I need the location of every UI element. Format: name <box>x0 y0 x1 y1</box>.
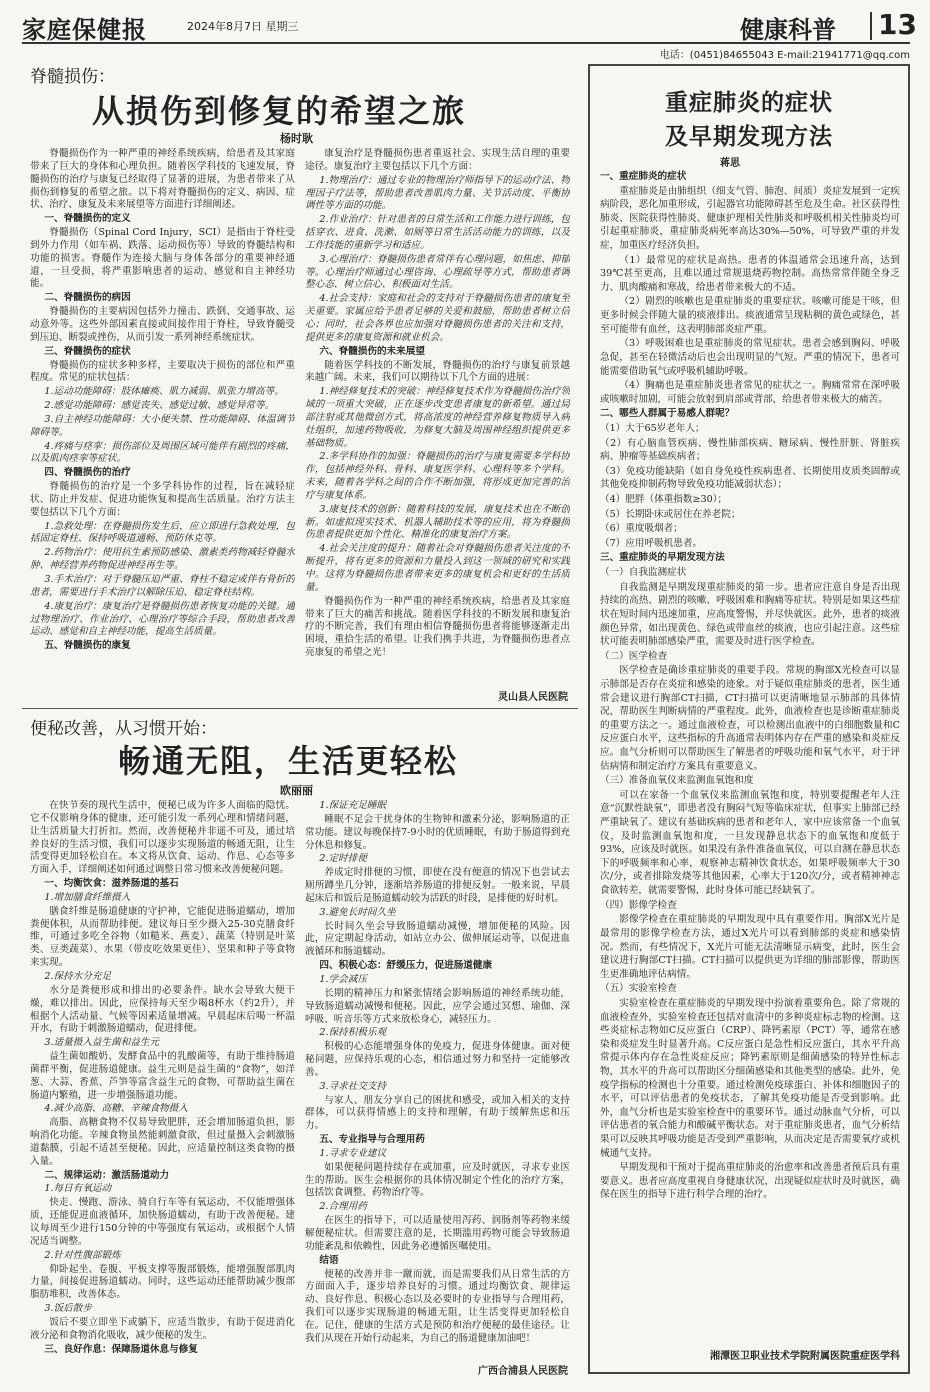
paragraph: 水分是粪便形成和排出的必要条件。缺水会导致大便干燥，难以排出。因此，应保持每天至少喝8杯水（约2升），并根据个人活动量、气候等因素适量增减。早晨起床后喝一杯温开水，有助于刺激肠道蠕动，促进排便。 <box>30 984 295 1035</box>
subheading: 2.保持积极乐观 <box>319 1027 387 1039</box>
subheading: （四）影像学检查 <box>600 899 677 911</box>
article-columns <box>30 800 570 1360</box>
paragraph: 便秘的改善并非一蹴而就，而是需要我们从日常生活的方方面面入手，逐步培养良好的习惯。通过均衡饮食、规律运动、良好作息、积极心态以及必要时的专业指导与合理用药，我们可以逐步实现肠道的畅通无阻，让生活变得更加轻松自在。记住，健康的生活方式是预防和治疗便秘的最佳途径。让我们从现在开始行动起来，为自己的肠道健康加油吧！ <box>305 1268 570 1344</box>
section-heading: 二、规律运动：激活肠道动力 <box>44 1169 170 1181</box>
article-column <box>30 800 295 1360</box>
subheading: 1.增加膳食纤维摄入 <box>44 891 131 903</box>
subheading: 2.作业治疗：针对患者的日常生活和工作能力进行训练，包括穿衣、进食、洗漱、如厕等日常生活活动能力的训练，以及工作技能的重新学习和适应。 <box>305 214 570 251</box>
subheading: （1）大于65岁老年人； <box>600 422 705 434</box>
section-heading: 四、积极心态：舒缓压力，促进肠道健康 <box>319 960 493 972</box>
subheading: 2.定时排便 <box>319 853 367 865</box>
subheading: 3.饭后散步 <box>44 1303 92 1315</box>
subheading: 3.避免长时间久坐 <box>319 906 396 918</box>
subheading: （6）重度吸烟者； <box>600 523 683 535</box>
paragraph: 长时间久坐会导致肠道蠕动减慢，增加便秘的风险。因此，应定期起身活动，如站立办公、做伸展运动等，以促进血液循环和肠道蠕动。 <box>305 920 570 958</box>
contact-line: 电话：(0451)84655043 E-mail:21941771@qq.com <box>659 50 910 61</box>
article-column <box>305 148 570 686</box>
article-column <box>30 148 295 686</box>
paragraph: 影像学检查在重症肺炎的早期发现中具有重要作用。胸部X光片是最常用的影像学检查方法，通过X光片可以看到肺部的炎症和感染情况。然而，有些情况下，X光片可能无法清晰显示病变，此时，医生会建议进行胸部CT扫描。CT扫描可以提供更为详细的肺部影像，帮助医生更准确地评估病情。 <box>600 914 900 980</box>
article-author: 欧丽丽 <box>280 784 313 797</box>
paragraph: 养成定时排便的习惯，即使在没有便意的情况下也尝试去厕所蹲坐几分钟，逐渐培养肠道的排便反射。一般来说，早晨起床后和饭后是肠道蠕动较为活跃的时段，是排便的好时机。 <box>305 867 570 904</box>
section-heading: 六、脊髓损伤的未来展望 <box>319 345 425 357</box>
paragraph: 脊髓损伤的治疗是一个多学科协作的过程，旨在减轻症状、防止并发症、促进功能恢复和提高生活质量。治疗方法主要包括以下几个方面： <box>30 481 295 518</box>
paragraph: 睡眠不足会干扰身体的生物钟和激素分泌，影响肠道的正常功能。建议每晚保持7-9小时的优质睡眠，有助于肠道得到充分休息和修复。 <box>305 813 570 851</box>
subheading: 1.急救处理：在脊髓损伤发生后，应立即进行急救处理，包括固定脊柱、保持呼吸道通畅、预防休克等。 <box>30 520 295 545</box>
article-pneumonia-box <box>588 64 910 1374</box>
section-heading: 二、脊髓损伤的病因 <box>44 292 131 304</box>
section-heading: 五、专业指导与合理用药 <box>319 1134 425 1146</box>
section-heading: 一、重症肺炎的症状 <box>600 171 687 182</box>
subheading: 1.保证充足睡眠 <box>319 800 387 811</box>
subheading: 3.康复技术的创新：随着科技的发展，康复技术也在不断创新。如虚拟现实技术、机器人辅助技术等的应用，将为脊髓损伤患者提供更加个性化、精准化的康复治疗方案。 <box>305 503 570 541</box>
subheading: 4.社会关注度的提升：随着社会对脊髓损伤患者关注度的不断提升，将有更多的资源和力量投入到这一领域的研究和实践中。这将为脊髓损伤患者带来更多的康复机会和更好的生活质量。 <box>305 543 570 593</box>
article-columns <box>30 148 570 686</box>
article-source: 灵山县人民医院 <box>498 692 568 703</box>
article-title: 从损伤到修复的希望之旅 <box>92 92 467 130</box>
page-header <box>22 8 917 44</box>
paragraph: 与家人、朋友分享自己的困扰和感受，或加入相关的支持群体，可以获得情感上的支持和理解，有助于缓解焦虑和压力。 <box>305 1094 570 1132</box>
article-body <box>600 170 900 1340</box>
paragraph: 积极的心态能增强身体的免疫力，促进身体健康。面对便秘问题，应保持乐观的心态，相信通过努力和坚持一定能够改善。 <box>305 1041 570 1078</box>
paragraph: 随着医学科技的不断发展，脊髓损伤的治疗与康复前景越来越广阔。未来，我们可以期待以下几个方面的进展： <box>305 359 570 384</box>
subheading: 4.疼痛与痉挛：损伤部位及周围区域可能伴有剧烈的疼痛，以及肌肉痉挛等症状。 <box>30 440 295 465</box>
subheading: （2）有心脑血管疾病、慢性肺部疾病、糖尿病、慢性肝脏、肾脏疾病、肿瘤等基础疾病者； <box>600 437 900 463</box>
paragraph: 益生菌如酸奶、发酵食品中的乳酸菌等，有助于维持肠道菌群平衡，促进肠道健康。益生元则是益生菌的“食物”，如洋葱、大蒜、香蕉、芦笋等富含益生元的食物，可帮助益生菌在肠道内繁殖，进一步增强肠道功能。 <box>30 1051 295 1101</box>
paragraph: 康复治疗是脊髓损伤患者重返社会、实现生活自理的重要途径。康复治疗主要包括以下几个方面： <box>305 148 570 172</box>
subheading: （三）准备血氧仪来监测血氧饱和度 <box>600 775 754 787</box>
paragraph: 膳食纤维是肠道健康的守护神，它能促进肠道蠕动，增加粪便体积，从而帮助排便。建议每日至少摄入25-30克膳食纤维，可通过多吃全谷物（如糙米、燕麦）、蔬菜（特别是叶菜类、豆类蔬菜）、水果（带皮吃效果更佳）、坚果和种子等食物来实现。 <box>30 905 295 969</box>
article-spinal-injury <box>22 60 578 710</box>
paragraph: 脊髓损伤作为一种严重的神经系统疾病，给患者及其家庭带来了巨大的痛苦和挑战。随着医学科技的不断发展和康复治疗的不断完善，我们有理由相信脊髓损伤患者将能够逐渐走出困境，重拾生活的希望。让我们携手共进，为脊髓损伤患者点亮康复的希望之光！ <box>305 595 570 659</box>
section-heading: 三、脊髓损伤的症状 <box>44 345 131 357</box>
article-title-line2: 及早期发现方法 <box>665 123 833 150</box>
section-heading: 一、脊髓损伤的定义 <box>44 213 131 225</box>
subheading: 4.社会支持：家庭和社会的支持对于脊髓损伤患者的康复至关重要。家属应给予患者足够的关爱和鼓励，帮助患者树立信心；同时，社会各界也应加强对脊髓损伤患者的关注和支持，提供更多的康复资源和就业机会。 <box>305 293 570 343</box>
subheading: 4.康复治疗：康复治疗是脊髓损伤患者恢复功能的关键。通过物理治疗、作业治疗、心理治疗等综合手段，帮助患者改善运动、感觉和自主神经功能，提高生活质量。 <box>30 600 295 638</box>
paragraph: 早期发现和干预对于提高重症肺炎的治愈率和改善患者预后具有重要意义。患者应高度重视自身健康状况，出现疑似症状时及时就医，确保在医生的指导下进行科学合理的治疗。 <box>600 1162 900 1201</box>
article-title: 畅通无阻，生活更轻松 <box>118 742 459 780</box>
paragraph: 可以在家备一个血氧仪来监测血氧饱和度，特别要提醒老年人注意“沉默性缺氧”，即患者没有胸闷气短等临床症状，但事实上肺部已经严重缺氧了。建议有基础疾病的患者和老年人，家中应该常备一个血氧仪，及时监测血氧饱和度，一旦发现静息状态下的血氧饱和度低于93%，应该及时就医。如果没有条件准备血氧仪，可以自测在静息状态下的呼吸频率和心率，观察神志精神饮食状态，如果呼吸频率大于30次/分，或者排除发烧等其他因素，心率大于120次/分，或者精神神志食欲转差，就需要警惕，此时身体可能已经缺氧了。 <box>600 789 900 897</box>
paragraph: 在快节奏的现代生活中，便秘已成为许多人面临的隐忧。它不仅影响身体的健康，还可能引发一系列心理和情绪问题，让生活质量大打折扣。然而，改善便秘并非遥不可及，通过培养良好的生活习惯，我们可以逐步实现肠道的畅通无阻，让生活变得更加轻松自在。本文将从饮食、运动、作息、心态等多方面入手，详细阐述如何通过调整日常习惯来改善便秘问题。 <box>30 800 295 876</box>
subheading: （二）医学检查 <box>600 650 668 662</box>
subheading: 4.减少高脂、高糖、辛辣食物摄入 <box>44 1103 188 1115</box>
section-heading: 二、哪些人群属于易感人群呢？ <box>600 408 735 420</box>
paragraph: （3）呼吸困难也是重症肺炎的常见症状。患者会感到胸闷、呼吸急促，甚至在轻微活动后也会出现明显的气短。严重的情况下，患者可能需要借助氧气或呼吸机辅助呼吸。 <box>600 338 900 377</box>
subheading: 3.寻求社交支持 <box>319 1080 387 1092</box>
subheading: 1.学会减压 <box>319 973 367 985</box>
paragraph: （1）最常见的症状是高热。患者的体温通常会迅速升高，达到39℃甚至更高，且难以通过常规退烧药物控制。高热常常伴随全身乏力、肌肉酸痛和寒战，给患者带来极大的不适。 <box>600 254 900 293</box>
subheading: 1.物理治疗：通过专业的物理治疗师指导下的运动疗法、物理因子疗法等，帮助患者改善肌肉力量、关节活动度、平衡协调性等方面的功能。 <box>305 174 570 212</box>
subheading: 1.每日有氧运动 <box>44 1183 112 1195</box>
paragraph: 自我监测是早期发现重症肺炎的第一步。患者应注意自身是否出现持续的高热、剧烈的咳嗽、呼吸困难和胸痛等症状。特别是如果这些症状在短时间内迅速加重，应高度警惕，并尽快就医。此外，患者的痰液颜色异常，如出现黄色、绿色或带血丝的痰液，也应引起注意。这些症状可能表明肺部感染严重，需要及时进行医学检查。 <box>600 581 900 648</box>
subheading: （3）免疫功能缺陷（如自身免疫性疾病患者、长期使用皮质类固醇或其他免疫抑制药物导致免疫功能减弱状态）； <box>600 465 900 491</box>
article-divider <box>22 708 578 709</box>
subheading: 1.寻求专业建议 <box>319 1147 387 1159</box>
paragraph: 医学检查是确诊重症肺炎的重要手段。常规的胸部X光检查可以显示肺部是否存在炎症和感染的迹象。对于疑似重症肺炎的患者，医生通常会建议进行胸部CT扫描，CT扫描可以更清晰地显示肺部的具体情况，帮助医生判断病情的严重程度。此外，血液检查也是诊断重症肺炎的重要方法之一。通过血液检查，可以检测出血液中的白细胞数量和C反应蛋白水平，这些指标的升高通常表明体内存在严重的感染和炎症反应。血气分析则可以帮助医生了解患者的呼吸功能和氧气水平，对于评估病情和制定治疗方案具有重要意义。 <box>600 665 900 772</box>
section-heading: 一、均衡饮食：滋养肠道的基石 <box>44 878 179 890</box>
article-author: 蒋思 <box>720 158 740 169</box>
subheading: 2.药物治疗：使用抗生素预防感染、激素类药物减轻脊髓水肿、神经营养药物促进神经再生等。 <box>30 547 295 572</box>
subheading: 3.手术治疗：对于脊髓压迫严重、脊柱不稳定或伴有骨折的患者，需要进行手术治疗以解除压迫、稳定脊柱结构。 <box>30 574 295 598</box>
article-kicker: 脊髓损伤： <box>30 67 115 87</box>
subheading: （5）长期卧床或居住在养老院； <box>600 508 741 520</box>
subheading: 2.合理用药 <box>319 1201 367 1213</box>
masthead: 家庭保健报 <box>22 15 147 44</box>
subheading: 1.神经修复技术的突破：神经修复技术作为脊髓损伤治疗领域的一项重大突破，正在逐步改变患者康复的新希望。通过局部注射或其他微创方式，将高浓度的神经营养修复物质导入病灶组织，加速药物吸收，为修复大脑及周围神经组织提供更多基础物质。 <box>305 386 570 449</box>
paragraph: 脊髓损伤的症状多种多样，主要取决于损伤的部位和严重程度。常见的症状包括： <box>30 359 295 384</box>
subheading: 3.心理治疗：脊髓损伤患者常伴有心理问题，如焦虑、抑郁等。心理治疗师通过心理咨询、心理疏导等方式，帮助患者调整心态、树立信心、积极面对生活。 <box>305 253 570 291</box>
subheading: （7）应用呼吸机患者。 <box>600 537 703 549</box>
subheading: （五）实验室检查 <box>600 983 677 995</box>
paragraph: 重症肺炎是由肺组织（细支气管、肺泡、间质）炎症发展到一定疾病阶段，恶化加重形成，引起器官功能障碍甚至危及生命。社区获得性肺炎、医院获得性肺炎、健康护理相关性肺炎和呼吸机相关性肺炎均可引起重症肺炎，重症肺炎病死率高达30%—50%，可导致严重的并发症，加重医疗经济负担。 <box>600 185 900 252</box>
subheading: 1.运动功能障碍：肢体瘫痪、肌力减弱、肌张力增高等。 <box>44 386 284 398</box>
page-number: 13 <box>878 8 917 41</box>
article-source: 湘潭医卫职业技术学院附属医院重症医学科 <box>710 1351 900 1362</box>
section-heading: 四、脊髓损伤的治疗 <box>44 467 131 479</box>
section-heading: 结语 <box>319 1254 339 1266</box>
paragraph: 长期的精神压力和紧张情绪会影响肠道的神经系统功能，导致肠道蠕动减慢和便秘。因此，应学会通过冥想、瑜伽、深呼吸、听音乐等方式来放松身心，减轻压力。 <box>305 987 570 1025</box>
paragraph: 脊髓损伤的主要病因包括外力撞击、跌倒、交通事故、运动意外等。这些外部因素直接或间接作用于脊柱，导致脊髓受到压迫、断裂或挫伤，从而引发一系列神经系统症状。 <box>30 306 295 343</box>
paragraph: （2）剧烈的咳嗽也是重症肺炎的重要症状。咳嗽可能是干咳，但更多时候会伴随大量的痰液排出。痰液通常呈现粘稠的黄色或绿色，甚至可能带有血丝，这表明肺部炎症严重。 <box>600 296 900 335</box>
subheading: 3.适量摄入益生菌和益生元 <box>44 1037 160 1049</box>
article-column <box>305 800 570 1360</box>
paragraph: 快走、慢跑、游泳、骑自行车等有氧运动，不仅能增强体质，还能促进血液循环，加快肠道蠕动，有助于改善便秘。建议每周至少进行150分钟的中等强度有氧运动，或根据个人情况适当调整。 <box>30 1197 295 1247</box>
article-kicker: 便秘改善，从习惯开始： <box>30 719 217 739</box>
subheading: 2.感觉功能障碍：感觉丧失、感觉过敏、感觉异常等。 <box>44 400 275 412</box>
header-separator <box>870 12 872 40</box>
subheading: （4）肥胖（体重指数≥30）； <box>600 494 728 506</box>
issue-date: 2024年8月7日 星期三 <box>187 20 299 33</box>
article-title-line1: 重症肺炎的症状 <box>665 89 833 116</box>
paragraph: 脊髓损伤（Spinal Cord Injury，SCI）是指由于脊柱受到外力作用（如车祸、跌落、运动损伤等）导致的脊髓结构和功能的损害。脊髓作为连接大脑与身体各部分的重要神经通道，一旦受损，将严重影响患者的运动、感觉和自主神经功能。 <box>30 227 295 290</box>
paragraph: 脊髓损伤作为一种严重的神经系统疾病，给患者及其家庭带来了巨大的身体和心理负担。随着医学科技的飞速发展，脊髓损伤的治疗与康复已经取得了显著的进展，为患者带来了从损伤到修复的希望之旅。以下将对脊髓损伤的定义、病因、症状、治疗、康复及未来展望等方面进行详细阐述。 <box>30 148 295 211</box>
paragraph: 在医生的指导下，可以适量使用泻药、润肠剂等药物来缓解便秘症状。但需要注意的是，长期滥用药物可能会导致肠道功能紊乱和依赖性，因此务必遵循医嘱使用。 <box>305 1215 570 1252</box>
section-heading: 三、重症肺炎的早期发现方法 <box>600 552 725 564</box>
paragraph: （4）胸痛也是重症肺炎患者常见的症状之一。胸痛常常在深呼吸或咳嗽时加剧，可能会放射到肩部或背部，给患者带来极大的痛苦。 <box>600 380 900 405</box>
subheading: 2.多学科协作的加强：脊髓损伤的治疗与康复需要多学科协作，包括神经外科、骨科、康复医学科、心理科等多个学科。未来，随着各学科之间的合作不断加强，将形成更加完善的治疗与康复体系。 <box>305 451 570 501</box>
paragraph: 如果便秘问题持续存在或加重，应及时就医，寻求专业医生的帮助。医生会根据你的具体情况制定个性化的治疗方案，包括饮食调整、药物治疗等。 <box>305 1161 570 1199</box>
paragraph: 实验室检查在重症肺炎的早期发现中扮演着重要角色。除了常规的血液检查外，实验室检查还包括对血清中的多种炎症标志物的检测。这些炎症标志物如C反应蛋白（CRP）、降钙素原（PCT）等，通常在感染和炎症发生时显著升高。C反应蛋白是急性相反应蛋白，其水平升高常提示体内存在急性炎症反应；降钙素原则是细菌感染的特异性标志物，其水平的升高可以帮助区分细菌感染和其他类型的感染。此外，免疫学指标的检测也十分重要。通过检测免疫球蛋白、补体和细胞因子的水平，可以评估患者的免疫状态，了解其免疫功能是否受到影响。此外，血气分析也是实验室检查中的重要环节。通过动脉血气分析，可以评估患者的氧合能力和酸碱平衡状态。对于重症肺炎患者，血气分析结果可以反映其呼吸功能是否受到严重影响，从而决定是否需要氧疗或机械通气支持。 <box>600 997 900 1159</box>
section-heading: 五、脊髓损伤的康复 <box>44 640 131 652</box>
article-constipation <box>22 712 578 1382</box>
section-title: 健康科普 <box>740 15 836 44</box>
subheading: （一）自我监测症状 <box>600 567 687 579</box>
paragraph: 高脂、高糖食物不仅易导致肥胖，还会增加肠道负担，影响消化功能。辛辣食物虽然能刺激食欲，但过量摄入会刺激肠道黏膜，引起不适甚至便秘。因此，应适量控制这类食物的摄入量。 <box>30 1117 295 1167</box>
subheading: 2.保持水分充足 <box>44 970 112 982</box>
subheading: 2.针对性腹部锻炼 <box>44 1249 121 1261</box>
article-source: 广西合浦县人民医院 <box>478 1366 568 1377</box>
section-heading: 三、良好作息：保障肠道休息与修复 <box>44 1343 198 1355</box>
paragraph: 饭后不要立即坐下或躺下，应适当散步，有助于促进消化液分泌和食物消化吸收，减少便秘的发生。 <box>30 1316 295 1341</box>
subheading: 3.自主神经功能障碍：大小便失禁、性功能障碍、体温调节障碍等。 <box>30 413 295 438</box>
paragraph: 仰卧起坐、卷腹、平板支撑等腹部锻炼，能增强腹部肌肉力量，间接促进肠道蠕动。同时，这些运动还能帮助减少腹部脂肪堆积，改善体态。 <box>30 1263 295 1301</box>
article-author: 杨时耿 <box>280 132 313 145</box>
